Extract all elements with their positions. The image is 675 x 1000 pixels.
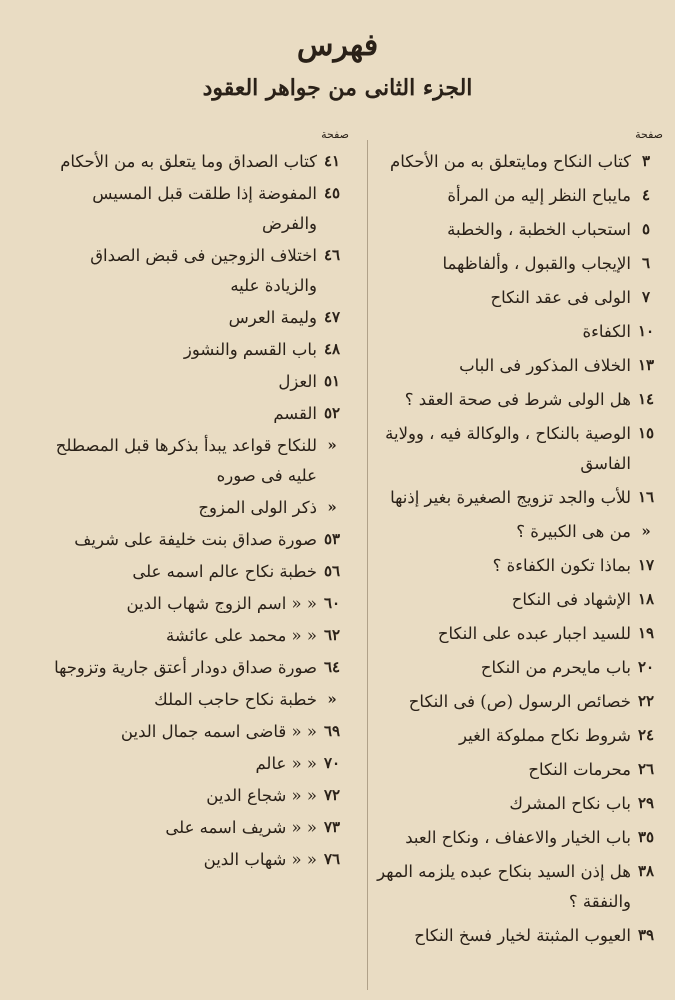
toc-page-number: ٥٣: [323, 530, 341, 548]
toc-entry: [47, 525, 347, 555]
toc-entry-title: كتاب الصداق وما يتعلق به من الأحكام: [60, 152, 317, 171]
toc-entry-title: للنكاح قواعد يبدأ بذكرها قبل المصطلح عليه فى صوره: [55, 436, 317, 485]
toc-entry-title: ذكر الولى المزوج: [198, 498, 317, 517]
toc-page-number: ٦: [641, 254, 651, 272]
toc-entry-title: « « عالم: [255, 754, 317, 773]
toc-entry: [47, 749, 347, 779]
toc-page-number: «: [327, 436, 337, 454]
toc-entry-title: « « شريف اسمه على: [165, 818, 317, 837]
toc-entry: [47, 335, 347, 365]
toc-entry: [47, 813, 347, 843]
left-column: [47, 128, 347, 877]
toc-page-number: ٢٩: [637, 794, 655, 812]
toc-page-number: ٢٢: [637, 692, 655, 710]
toc-entry-title: القسم: [273, 404, 317, 423]
toc-entry: [361, 619, 661, 649]
toc-page-number: ٤: [641, 186, 651, 204]
toc-entry-title: خطبة نكاح عالم اسمه على: [132, 562, 317, 581]
toc-entry: [47, 179, 347, 239]
toc-page-number: ٦٤: [323, 658, 341, 676]
toc-entry: [47, 147, 347, 177]
toc-entry: [47, 621, 347, 651]
toc-entry-title: العزل: [278, 372, 317, 391]
toc-entry-title: باب نكاح المشرك: [509, 794, 631, 813]
toc-entry: [361, 283, 661, 313]
toc-page-number: ١٣: [637, 356, 655, 374]
toc-entry-title: للأب والجد تزويج الصغيرة بغير إذنها: [390, 488, 631, 507]
toc-entry-title: استحباب الخطبة ، والخطبة: [447, 220, 631, 239]
toc-entry-title: باب الخيار والاعفاف ، ونكاح العبد: [405, 828, 631, 847]
toc-page-number: ٤٦: [323, 246, 341, 264]
toc-entry-title: صورة صداق بنت خليفة على شريف: [74, 530, 317, 549]
toc-entry-title: الكفاءة: [582, 322, 631, 341]
toc-entry: [47, 589, 347, 619]
toc-entry-title: هل إذن السيد بنكاح عبده يلزمه المهر والنفقة ؟: [377, 862, 631, 911]
toc-entry: [47, 399, 347, 429]
toc-entry: [361, 823, 661, 853]
toc-entry: [47, 431, 347, 491]
page-column-label: صفحة: [635, 128, 663, 141]
toc-entry-title: للسيد اجبار عبده على النكاح: [437, 624, 631, 643]
toc-entry: [361, 419, 661, 479]
toc-entry-title: محرمات النكاح: [528, 760, 631, 779]
left-entry-list: [47, 147, 347, 875]
toc-entry: [47, 367, 347, 397]
toc-page-number: ٦٠: [323, 594, 341, 612]
toc-entry-title: الولى فى عقد النكاح: [490, 288, 631, 307]
toc-entry-title: خصائص الرسول (ص) فى النكاح: [408, 692, 631, 711]
toc-page-number: ١٦: [637, 488, 655, 506]
page-subtitle: الجزء الثانى من جواهر العقود: [202, 75, 473, 101]
toc-entry: [361, 317, 661, 347]
toc-page-number: ١٧: [637, 556, 655, 574]
toc-page-number: ٣٩: [637, 926, 655, 944]
toc-page-number: ٣٥: [637, 828, 655, 846]
toc-page-number: ١٠: [637, 322, 655, 340]
toc-entry-title: صورة صداق دودار أعتق جارية وتزوجها: [54, 658, 317, 677]
toc-page-number: ٥: [641, 220, 651, 238]
right-entry-list: [361, 147, 661, 951]
toc-page-number: ١٩: [637, 624, 655, 642]
toc-entry: [361, 857, 661, 917]
toc-page-number: «: [327, 498, 337, 516]
toc-page-number: ٦٢: [323, 626, 341, 644]
toc-page-number: ٢٤: [637, 726, 655, 744]
toc-entry-title: شروط نكاح مملوكة الغير: [459, 726, 631, 745]
toc-entry: [47, 557, 347, 587]
toc-page-number: ٥٦: [323, 562, 341, 580]
toc-page-number: ١٥: [637, 424, 655, 442]
toc-entry: [361, 721, 661, 751]
toc-entry: [361, 687, 661, 717]
toc-entry: [361, 483, 661, 513]
toc-page-number: ٣٨: [637, 862, 655, 880]
toc-entry: [47, 845, 347, 875]
toc-entry-title: العيوب المثبتة لخيار فسخ النكاح: [414, 926, 631, 945]
toc-entry: [361, 921, 661, 951]
toc-page-number: ٧٢: [323, 786, 341, 804]
right-column: [361, 128, 661, 955]
toc-entry-title: « « شجاع الدين: [206, 786, 317, 805]
toc-entry-title: خطبة نكاح حاجب الملك: [154, 690, 317, 709]
toc-page-number: ٢٠: [637, 658, 655, 676]
toc-page-number: ٧٠: [323, 754, 341, 772]
toc-entry: [361, 385, 661, 415]
toc-entry-title: بماذا تكون الكفاءة ؟: [492, 556, 631, 575]
toc-entry: [47, 653, 347, 683]
toc-page-number: ٥٢: [323, 404, 341, 422]
toc-page-number: ٦٩: [323, 722, 341, 740]
toc-page-number: ٣: [641, 152, 651, 170]
toc-entry-title: « « اسم الزوج شهاب الدين: [126, 594, 317, 613]
toc-entry: [361, 755, 661, 785]
toc-entry: [361, 585, 661, 615]
toc-entry-title: هل الولى شرط فى صحة العقد ؟: [404, 390, 631, 409]
toc-entry: [47, 241, 347, 301]
page-header: [0, 28, 675, 101]
toc-entry-title: وليمة العرس: [228, 308, 317, 327]
toc-page-number: «: [327, 690, 337, 708]
toc-entry-title: المفوضة إذا طلقت قبل المسيس والفرض: [92, 184, 317, 233]
toc-entry: [47, 685, 347, 715]
toc-entry-title: الإشهاد فى النكاح: [511, 590, 631, 609]
toc-entry-title: الخلاف المذكور فى الباب: [459, 356, 631, 375]
toc-page-number: ٧: [641, 288, 651, 306]
toc-page-number: ١٨: [637, 590, 655, 608]
toc-entry-title: « « شهاب الدين: [203, 850, 317, 869]
toc-entry-title: « « قاضى اسمه جمال الدين: [120, 722, 317, 741]
toc-page-number: ٤١: [323, 152, 341, 170]
toc-entry: [47, 717, 347, 747]
toc-entry-title: مايباح النظر إليه من المرأة: [447, 186, 631, 205]
toc-page-number: ٤٧: [323, 308, 341, 326]
toc-page-number: ٢٦: [637, 760, 655, 778]
toc-page-number: ٥١: [323, 372, 341, 390]
page-title: فهرس: [296, 28, 379, 63]
toc-page-number: «: [641, 522, 651, 540]
toc-page-number: ٤٨: [323, 340, 341, 358]
toc-page-number: ٧٣: [323, 818, 341, 836]
toc-entry: [361, 653, 661, 683]
toc-entry: [361, 789, 661, 819]
toc-page-number: ١٤: [637, 390, 655, 408]
toc-entry: [47, 781, 347, 811]
toc-entry: [361, 351, 661, 381]
toc-entry: [47, 493, 347, 523]
page-column-label: صفحة: [321, 128, 349, 141]
toc-entry-title: باب القسم والنشوز: [183, 340, 317, 359]
toc-entry: [361, 517, 661, 547]
toc-entry-title: من هى الكبيرة ؟: [516, 522, 631, 541]
toc-entry-title: اختلاف الزوجين فى قبض الصداق والزيادة عليه: [90, 246, 317, 295]
toc-entry-title: الوصية بالنكاح ، والوكالة فيه ، وولاية الفاسق: [385, 424, 631, 473]
toc-entry-title: « « محمد على عائشة: [166, 626, 317, 645]
toc-entry-title: الإيجاب والقبول ، وألفاظهما: [442, 254, 631, 273]
toc-entry: [361, 215, 661, 245]
toc-entry: [47, 303, 347, 333]
toc-entry: [361, 181, 661, 211]
toc-entry: [361, 147, 661, 177]
toc-entry: [361, 249, 661, 279]
toc-entry-title: كتاب النكاح ومايتعلق به من الأحكام: [390, 152, 631, 171]
toc-entry-title: باب مايحرم من النكاح: [480, 658, 631, 677]
toc-page-number: ٧٦: [323, 850, 341, 868]
toc-page-number: ٤٥: [323, 184, 341, 202]
toc-entry: [361, 551, 661, 581]
